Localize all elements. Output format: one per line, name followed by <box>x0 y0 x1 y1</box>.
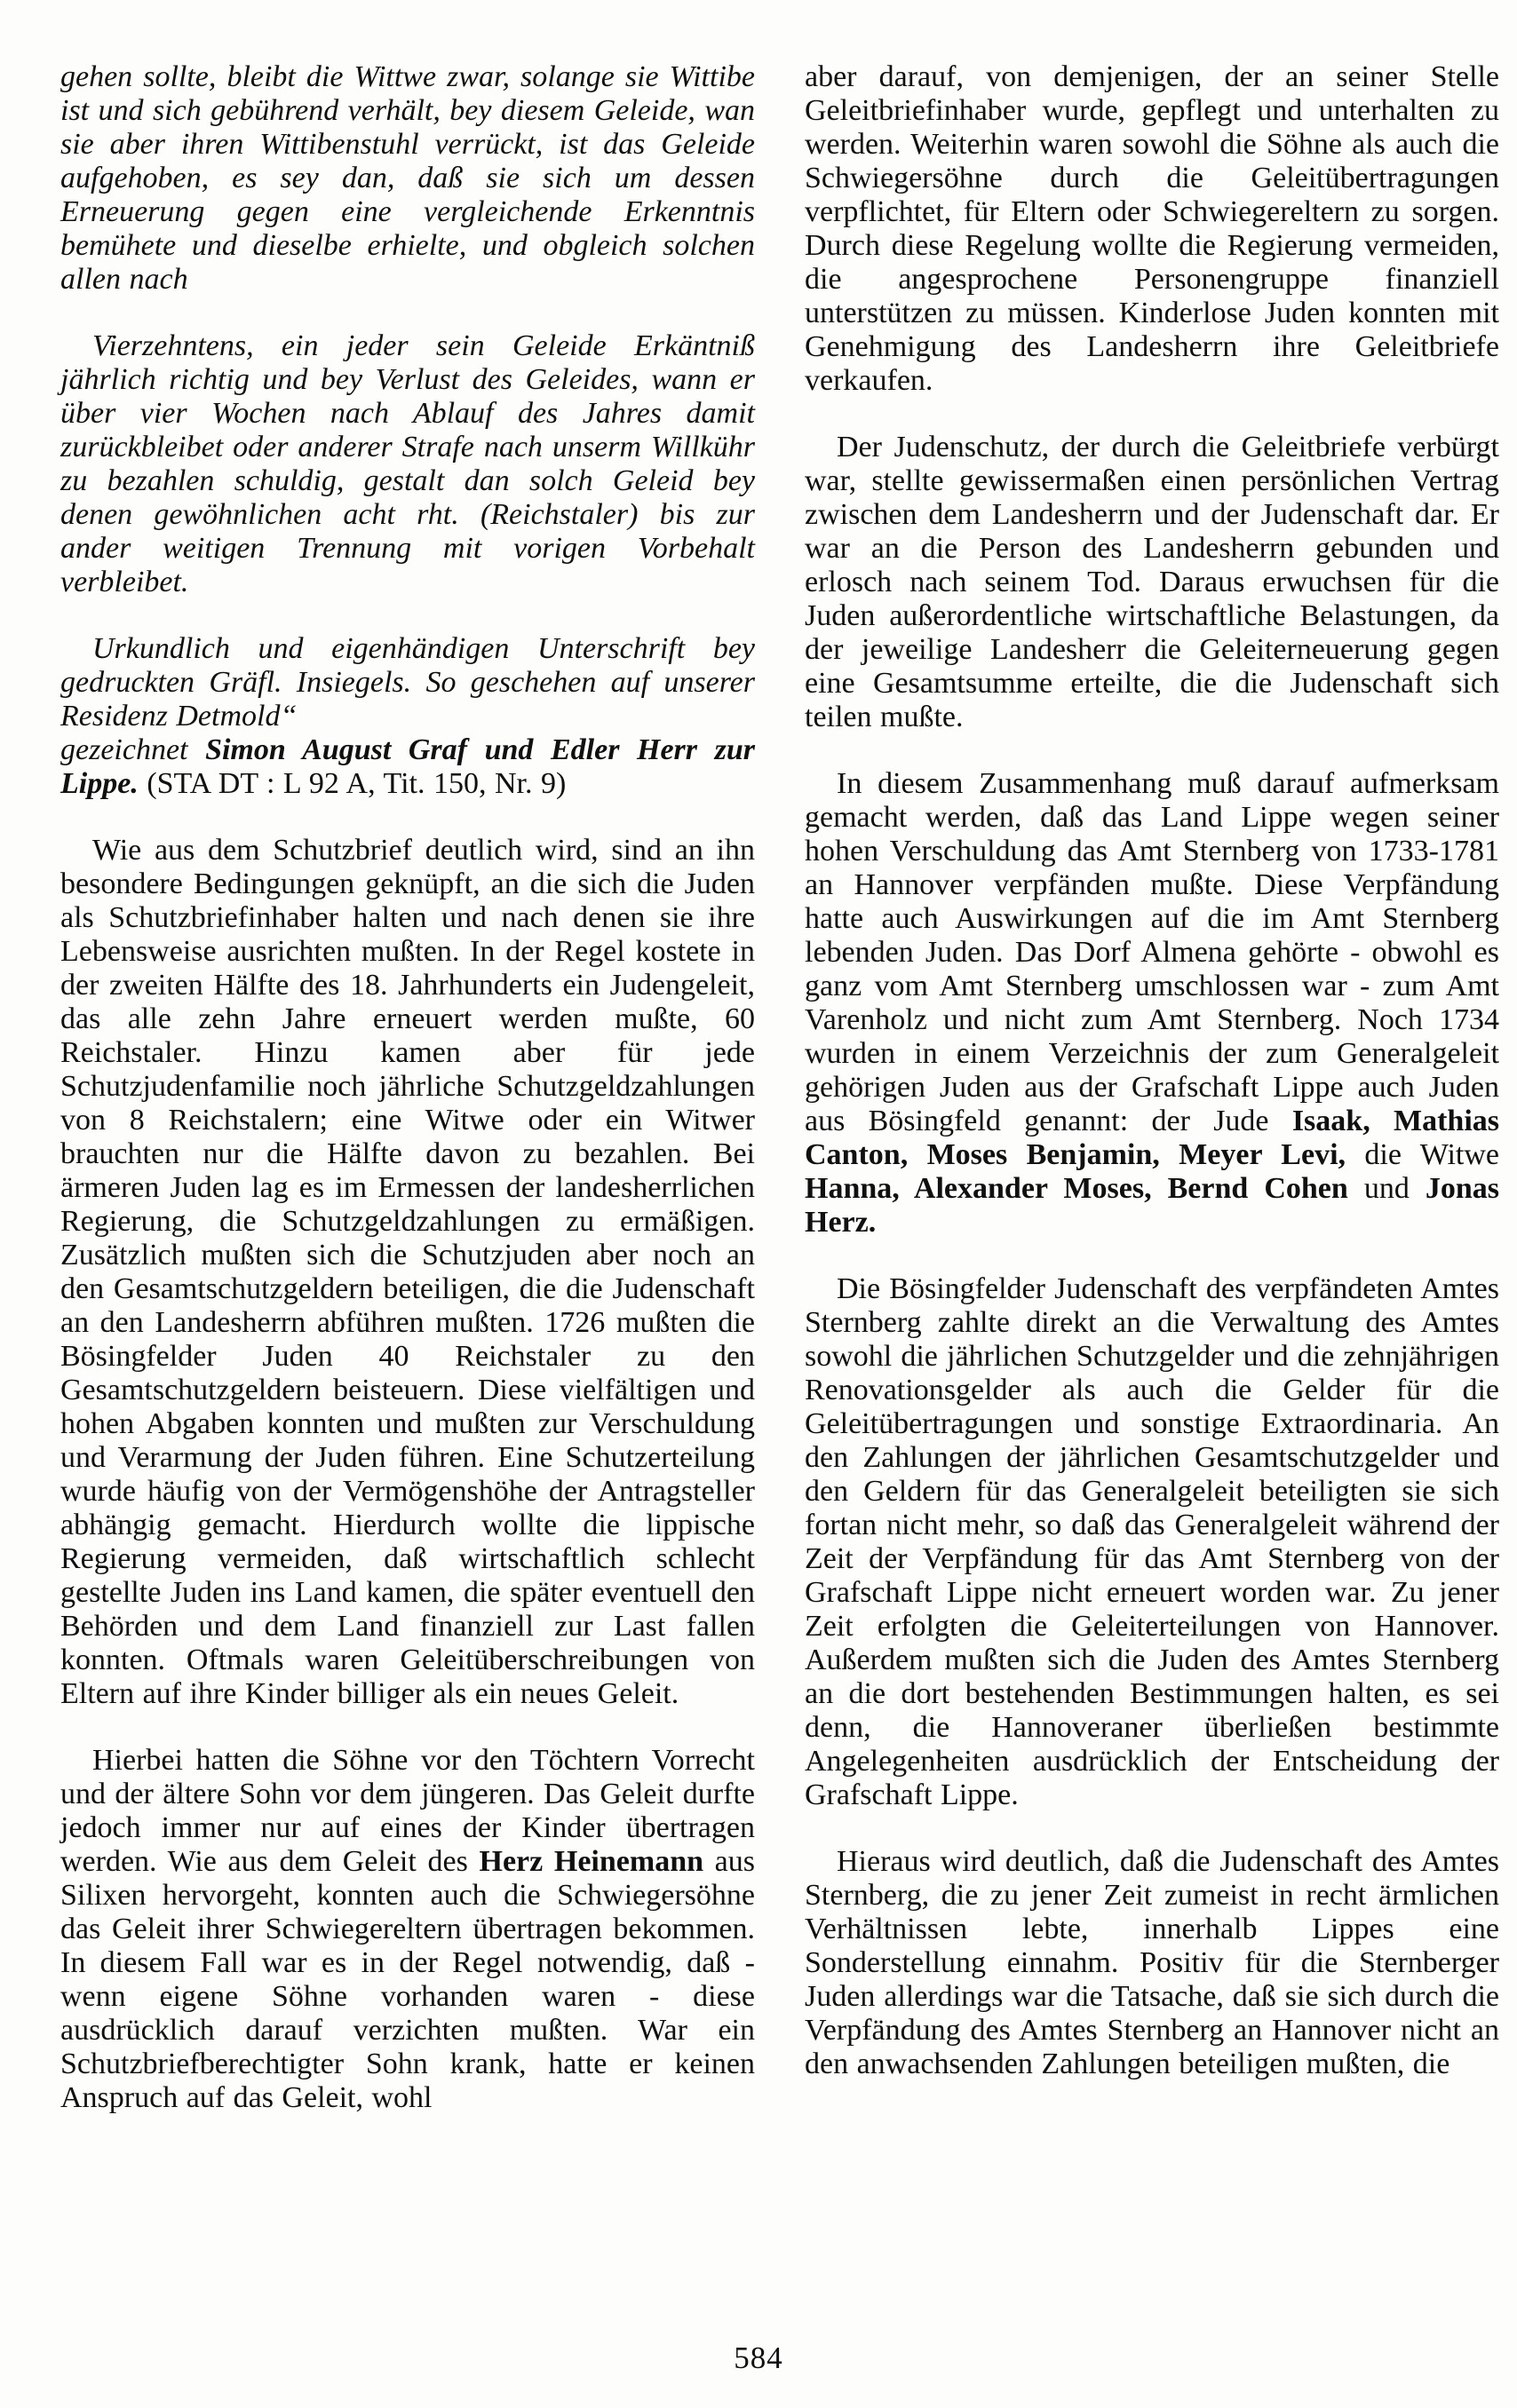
text-run: Hierbei hatten die Söhne vor den Töchtern Vorrecht und der ältere Sohn vor dem jüngeren. Das Geleit durfte jedoch immer nur auf eines der Kinder übertragen werden. Wie aus dem Geleit des <box>60 1744 755 1878</box>
text-run: aus Silixen hervorgeht, konnten auch die Schwiegersöhne das Geleit ihrer Schwiegereltern übertragen bekommen. In diesem Fall war es in der Regel notwendig, daß - wenn eigene Söhne vorhanden waren - diese ausdrücklich darauf verzichten mußten. War ein Schutzbriefberechtigter Sohn krank, hatte er keinen Anspruch auf das Geleit, wohl <box>60 1845 756 2114</box>
text-run: Wie aus dem Schutzbrief deutlich wird, sind an ihn besondere Bedingungen geknüpft, an die sich die Juden als Schutzbriefinhaber halten und nach denen sie ihre Lebensweise ausrichten mußten. In der Regel kostete in der zweiten Hälfte des 18. Jahrhunderts ein Judengeleit, das alle zehn Jahre erneuert werden mußte, 60 Reichstaler. Hinzu kamen aber für jede Schutzjudenfamilie noch jährliche Schutzgeldzahlungen von 8 Reichstalern; eine Witwe oder ein Witwer brauchten nur die Hälfte davon zu bezahlen. Bei ärmeren Juden lag es im Ermessen der landesherrlichen Regierung, die Schutzgeldzahlungen zu ermäßigen. Zusätzlich mußten sich die Schutzjuden aber noch an den Gesamtschutzgeldern beteiligen, die die Judenschaft an den Landesherrn abführen mußten. 1726 mußten die Bösingfelder Juden 40 Reichstaler zu den Gesamtschutzgeldern beisteuern. Diese vielfältigen und hohen Abgaben konnten und mußten zur Verschuldung und Verarmung der Juden führen. Eine Schutzerteilung wurde häufig von der Vermögenshöhe der Antragsteller abhängig gemacht. Hierdurch wollte die lippische Regierung vermeiden, daß wirtschaftlich schlecht gestellte Juden ins Land kamen, die später eventuell den Behörden und dem Land finanziell zur Last fallen konnten. Oftmals waren Geleitüberschreibungen von Eltern auf ihre Kinder billiger als ein neues Geleit. <box>60 834 755 1710</box>
text-run-signature-name: Simon August Graf und Edler Herr zur Lippe. <box>60 733 755 800</box>
text-run: Die Bösingfelder Judenschaft des verpfändeten Amtes Sternberg zahlte direkt an die Verwaltung des Amtes sowohl die jährlichen Schutzgelder und die zehnjährigen Renovationsgelder als auch die Gelder für die Geleitübertragungen und sonstige Extraordinaria. An den Zahlungen der jährlichen Gesamtschutzgelder und den Geldern für das Generalgeleit beteiligten sie sich fortan nicht mehr, so daß das Generalgeleit während der Zeit der Verpfändung für das Amt Sternberg von der Grafschaft Lippe nicht erneuert worden war. Zu jener Zeit erfolgten die Geleiterteilungen von Hannover. Außerdem mußten sich die Juden des Amtes Sternberg an die dort bestehenden Bestimmungen halten, es sei denn, die Hannoveraner überließen bestimmte Angelegenheiten ausdrücklich der Entscheidung der Grafschaft Lippe. <box>805 1272 1499 1811</box>
text-run-name-herz-heinemann: Herz Heinemann <box>479 1845 704 1878</box>
paragraph-quote-vierzehntens <box>60 329 755 599</box>
text-run-archive-reference: (STA DT : L 92 A, Tit. 150, Nr. 9) <box>138 767 567 800</box>
right-column <box>805 60 1499 2148</box>
paragraph-schutzbrief-conditions <box>60 834 755 1711</box>
text-columns <box>60 60 1499 2148</box>
paragraph-quote-signature <box>60 632 755 801</box>
paragraph-inheritance-rules <box>60 1744 755 2115</box>
text-run: In diesem Zusammenhang muß darauf aufmerksam gemacht werden, daß das Land Lippe wegen seiner hohen Verschuldung das Amt Sternberg von 1733-1781 an Hannover verpfänden mußte. Diese Verpfändung hatte auch Auswirkungen auf die im Amt Sternberg lebenden Juden. Das Dorf Almena gehörte - obwohl es ganz vom Amt Sternberg umschlossen war - zum Amt Varenholz und nicht zum Amt Sternberg. Noch 1734 wurden in einem Verzeichnis der zum Generalgeleit gehörigen Juden aus der Grafschaft Lippe auch Juden aus Bösingfeld genannt: der Jude <box>805 767 1499 1137</box>
paragraph-judenschutz-contract <box>805 431 1499 734</box>
text-run: Der Judenschutz, der durch die Geleitbriefe verbürgt war, stellte gewissermaßen einen persönlichen Vertrag zwischen dem Landesherrn und der Judenschaft dar. Er war an die Person des Landesherrn gebunden und erlosch nach seinem Tod. Daraus erwuchsen für die Juden außerordentliche wirtschaftliche Belastungen, da der jeweilige Landesherr die Geleiterneuerung gegen eine Gesamtsumme erteilte, die die Judenschaft sich teilen mußte. <box>805 431 1499 733</box>
text-run: die Witwe <box>1346 1138 1499 1171</box>
text-run: und <box>1347 1172 1426 1205</box>
paragraph-payments-administration <box>805 1272 1499 1812</box>
text-run: gehen sollte, bleibt die Wittwe zwar, solange sie Wittibe ist und sich gebührend verhält, bey diesem Geleide, wan sie aber ihren Wittibenstuhl verrückt, ist das Geleide aufgehoben, es sey dan, daß sie sich um dessen Erneuerung gegen eine vergleichende Erkenntnis bemühete und dieselbe erhielte, und obgleich solchen allen nach <box>60 60 755 296</box>
text-run: gezeichnet <box>60 733 206 766</box>
text-run: Vierzehntens, ein jeder sein Geleide Erkäntniß jährlich richtig und bey Verlust des Geleides, wann er über vier Wochen nach Ablauf des Jahres damit zurückbleibet oder anderer Strafe nach unserm Willkühr zu bezahlen schuldig, gestalt dan solch Geleid bey denen gewöhnlichen acht rht. (Reichstaler) bis zur ander weitigen Trennung mit vorigen Vorbehalt verbleibet. <box>60 329 755 598</box>
left-column <box>60 60 755 2148</box>
paragraph-quote-continuation <box>60 60 755 297</box>
text-run: Urkundlich und eigenhändigen Unterschrift bey gedruckten Gräfl. Insiegels. So geschehen auf unserer Residenz Detmold“ <box>60 632 755 733</box>
text-run-names-group-1: Isaak, Mathias Canton, Moses Benjamin, Meyer Levi, <box>805 1105 1499 1171</box>
text-run-names-group-2: Hanna, Alexander Moses, Bernd Cohen <box>805 1172 1348 1205</box>
text-run: Hieraus wird deutlich, daß die Judenschaft des Amtes Sternberg, die zu jener Zeit zumeist in recht ärmlichen Verhältnissen lebte, innerhalb Lippes eine Sonderstellung einnahm. Positiv für die Sternberger Juden allerdings war die Tatsache, daß sie sich durch die Verpfändung des Amtes Sternberg an Hannover nicht an den anwachsenden Zahlungen beteiligen mußten, die <box>805 1845 1499 2080</box>
paragraph-conclusion <box>805 1845 1499 2081</box>
page-number: 584 <box>734 2341 783 2375</box>
text-run: aber darauf, von demjenigen, der an seiner Stelle Geleitbriefinhaber wurde, gepflegt und unterhalten zu werden. Weiterhin waren sowohl die Söhne als auch die Schwiegersöhne durch die Geleitübertragungen verpflichtet, für Eltern oder Schwiegereltern zu sorgen. Durch diese Regelung wollte die Regierung vermeiden, die angesprochene Personengruppe finanziell unterstützen zu müssen. Kinderlose Juden konnten mit Genehmigung des Landesherrn ihre Geleitbriefe verkaufen. <box>805 60 1499 397</box>
paragraph-care-obligations <box>805 60 1499 398</box>
text-run-name-jonas-herz: Jonas Herz. <box>805 1172 1500 1239</box>
paragraph-sternberg-pledge <box>805 767 1499 1240</box>
